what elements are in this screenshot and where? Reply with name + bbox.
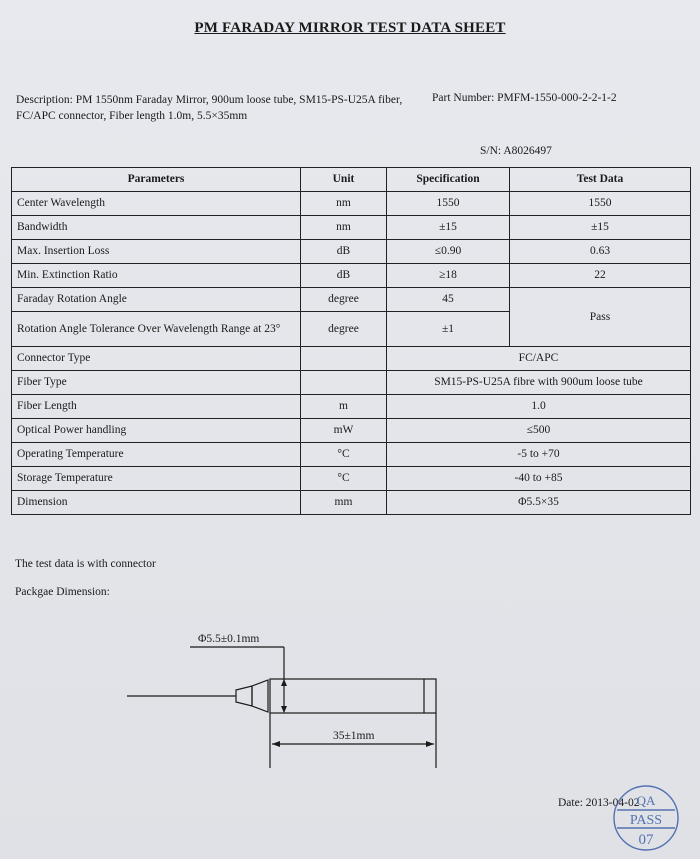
- diameter-arrow-top: [281, 679, 287, 686]
- housing-body: [270, 679, 436, 713]
- unit-cell: [301, 347, 387, 371]
- stamp-middle-text: PASS: [629, 813, 663, 828]
- unit-cell: dB: [301, 240, 387, 264]
- test-date: Date: 2013-04-02: [558, 797, 640, 809]
- param-cell: Operating Temperature: [12, 443, 301, 467]
- param-cell: Bandwidth: [12, 216, 301, 240]
- spec-table: [11, 167, 691, 515]
- housing-neck: [252, 680, 268, 712]
- table-row: [12, 192, 691, 216]
- table-row: [12, 395, 691, 419]
- param-cell: Faraday Rotation Angle: [12, 288, 301, 312]
- test-cell: 1550: [510, 192, 691, 216]
- spec-cell: ±15: [387, 216, 510, 240]
- table-row: [12, 216, 691, 240]
- test-cell: ±15: [510, 216, 691, 240]
- param-cell: Min. Extinction Ratio: [12, 264, 301, 288]
- unit-cell: [301, 371, 387, 395]
- header-specification: Specification: [387, 168, 510, 192]
- unit-cell: degree: [301, 312, 387, 347]
- length-arrow-right: [426, 741, 434, 747]
- diameter-arrow-bottom: [281, 706, 287, 713]
- stamp-bottom-text: 07: [638, 832, 654, 848]
- spec-cell: ≥18: [387, 264, 510, 288]
- serial-number: S/N: A8026497: [480, 145, 552, 157]
- param-cell: Dimension: [12, 491, 301, 515]
- param-cell: Rotation Angle Tolerance Over Wavelength Range at 23°: [12, 312, 301, 347]
- param-cell: Connector Type: [12, 347, 301, 371]
- qa-pass-stamp: [611, 782, 681, 854]
- value-cell: Φ5.5×35: [387, 491, 691, 515]
- table-row: [12, 491, 691, 515]
- param-cell: Center Wavelength: [12, 192, 301, 216]
- unit-cell: degree: [301, 288, 387, 312]
- unit-cell: mW: [301, 419, 387, 443]
- table-row: [12, 467, 691, 491]
- spec-cell: 1550: [387, 192, 510, 216]
- package-drawing: [0, 620, 700, 780]
- table-row: [12, 419, 691, 443]
- value-cell: -5 to +70: [387, 443, 691, 467]
- spec-cell: ≤0.90: [387, 240, 510, 264]
- spec-cell: ±1: [387, 312, 510, 347]
- test-cell: 22: [510, 264, 691, 288]
- unit-cell: m: [301, 395, 387, 419]
- param-cell: Fiber Length: [12, 395, 301, 419]
- table-header-row: [12, 168, 691, 192]
- unit-cell: nm: [301, 216, 387, 240]
- header-test-data: Test Data: [510, 168, 691, 192]
- value-cell: ≤500: [387, 419, 691, 443]
- table-row: [12, 240, 691, 264]
- part-number: Part Number: PMFM-1550-000-2-2-1-2: [432, 92, 617, 104]
- unit-cell: °C: [301, 443, 387, 467]
- table-row: [12, 347, 691, 371]
- unit-cell: °C: [301, 467, 387, 491]
- test-cell: 0.63: [510, 240, 691, 264]
- header-unit: Unit: [301, 168, 387, 192]
- value-cell: 1.0: [387, 395, 691, 419]
- value-cell: SM15-PS-U25A fibre with 900um loose tube: [387, 371, 691, 395]
- param-cell: Fiber Type: [12, 371, 301, 395]
- length-arrow-left: [272, 741, 280, 747]
- param-cell: Optical Power handling: [12, 419, 301, 443]
- connector-note: The test data is with connector: [15, 558, 156, 570]
- param-cell: Max. Insertion Loss: [12, 240, 301, 264]
- unit-cell: mm: [301, 491, 387, 515]
- package-dimension-label: Packgae Dimension:: [15, 586, 110, 598]
- table-row: [12, 371, 691, 395]
- diameter-label: Φ5.5±0.1mm: [198, 633, 260, 645]
- spec-cell: 45: [387, 288, 510, 312]
- product-description: Description: PM 1550nm Faraday Mirror, 900um loose tube, SM15-PS-U25A fiber, FC/APC connector, Fiber length 1.0m, 5.5×35mm: [16, 94, 403, 122]
- table-row: [12, 264, 691, 288]
- table-row: [12, 443, 691, 467]
- stamp-top-text: QA: [636, 793, 656, 808]
- unit-cell: dB: [301, 264, 387, 288]
- length-label: 35±1mm: [333, 730, 375, 742]
- value-cell: -40 to +85: [387, 467, 691, 491]
- table-row: [12, 288, 691, 312]
- header-parameters: Parameters: [12, 168, 301, 192]
- param-cell: Storage Temperature: [12, 467, 301, 491]
- value-cell: FC/APC: [387, 347, 691, 371]
- sheet-title: PM FARADAY MIRROR TEST DATA SHEET: [194, 20, 506, 36]
- unit-cell: nm: [301, 192, 387, 216]
- fiber-boot: [236, 686, 252, 706]
- rotation-result-cell: Pass: [510, 288, 691, 347]
